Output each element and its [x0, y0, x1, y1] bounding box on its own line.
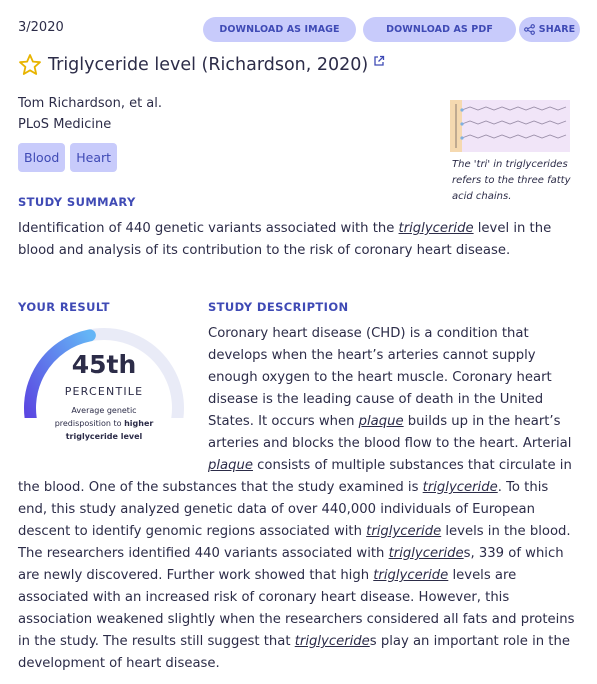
study-authors: Tom Richardson, et al. [18, 96, 163, 111]
glossary-term-link[interactable]: triglyceride [366, 524, 442, 539]
external-link-icon[interactable] [373, 55, 385, 67]
description-text-segment: s play an important role in the development of heart disease. [18, 634, 570, 671]
tag-blood[interactable]: Blood [18, 143, 65, 172]
study-summary-heading: STUDY SUMMARY [18, 195, 136, 209]
description-text-segment: levels in the blood. The researchers identified 440 variants associated with [18, 524, 571, 561]
description-text-segment: builds up in the heart’s arteries and blocks the blood flow to the heart. Arterial [208, 414, 572, 451]
tag-list [18, 143, 117, 172]
glossary-term-link[interactable]: plaque [358, 414, 404, 429]
percentile-value: 45th [71, 350, 137, 379]
glossary-term-link[interactable]: triglyceride [388, 546, 464, 561]
study-title: Triglyceride level (Richardson, 2020) [48, 55, 369, 75]
study-title-row [18, 53, 385, 77]
star-icon[interactable] [18, 53, 42, 77]
study-journal: PLoS Medicine [18, 117, 112, 132]
description-text-segment: consists of multiple substances that circulate in the blood. One of the substances that the study examined is [18, 458, 572, 495]
share-button[interactable] [519, 17, 580, 42]
summary-term-link[interactable]: triglyceride [398, 221, 474, 236]
figure-caption: The 'tri' in triglycerides refers to the three fatty acid chains. [452, 159, 571, 202]
study-meta [18, 93, 162, 135]
study-summary-text [18, 218, 583, 262]
tag-heart[interactable]: Heart [70, 143, 117, 172]
description-text-segment: levels are associated with an increased risk of coronary heart disease. However, this association weakened slightly when the researchers considered all fats and proteins in the study. The results still suggest that [18, 568, 575, 649]
description-text-segment: Coronary heart disease (CHD) is a condition that develops when the heart’s arteries cannot supply enough oxygen to the heart muscle. Coronary heart disease is the leading cause of death in the United States. It occurs when [208, 326, 552, 429]
study-description-text [18, 323, 580, 675]
description-text-segment: s, 339 of which are newly discovered. Further work showed that high [18, 546, 564, 583]
summary-text-start: Identification of 440 genetic variants associated with the [18, 221, 399, 236]
share-icon [524, 24, 535, 35]
summary-text-end: level in the blood and analysis of its contribution to the risk of coronary heart disease. [18, 221, 552, 258]
description-text-segment: . To this end, this study analyzed genetic data of over 440,000 individuals of European descent to identify genomic regions associated with [18, 480, 549, 539]
glossary-term-link[interactable]: plaque [208, 458, 253, 473]
download-pdf-button[interactable]: DOWNLOAD AS PDF [363, 17, 516, 42]
percentile-note-bold: higher triglyceride level [65, 419, 154, 441]
study-description-heading: STUDY DESCRIPTION [208, 300, 349, 314]
glossary-term-link[interactable]: triglyceride [373, 568, 449, 583]
publication-date: 3/2020 [18, 20, 64, 35]
glossary-term-link[interactable]: triglyceride [294, 634, 370, 649]
percentile-note-prefix: Average genetic predisposition to [54, 406, 137, 428]
triglyceride-molecule-image [450, 100, 570, 152]
download-image-button[interactable]: DOWNLOAD AS IMAGE [203, 17, 356, 42]
your-result-heading: YOUR RESULT [18, 300, 110, 314]
glossary-term-link[interactable]: triglyceride [422, 480, 498, 495]
percentile-label: PERCENTILE [64, 385, 144, 398]
share-label: SHARE [538, 24, 576, 35]
